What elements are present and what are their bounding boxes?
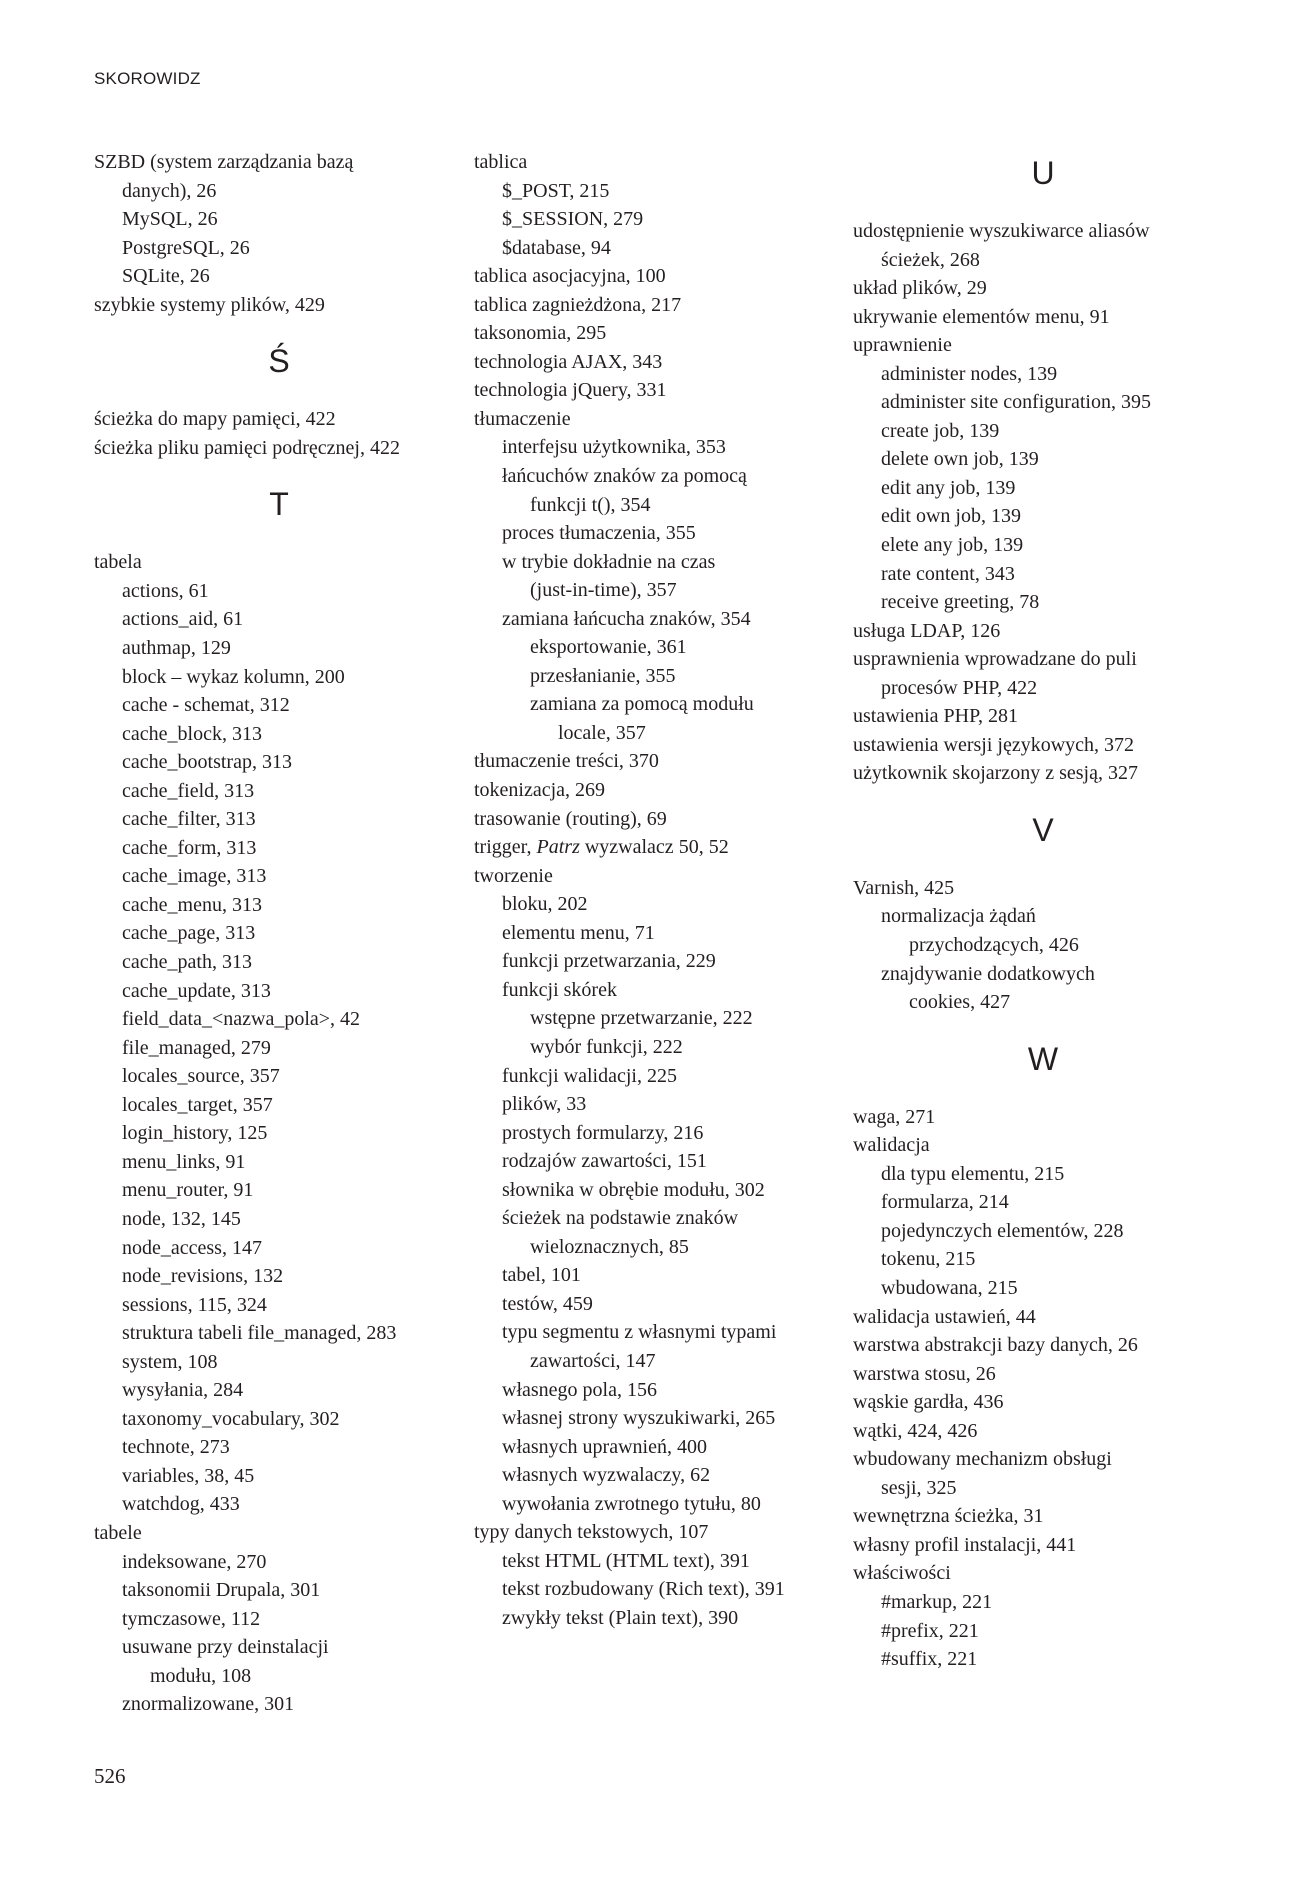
index-entry: wąskie gardła, 436 bbox=[853, 1391, 1004, 1414]
index-subentry: plików, 33 bbox=[502, 1093, 587, 1116]
index-entry: użytkownik skojarzony z sesją, 327 bbox=[853, 762, 1138, 785]
index-subentry: usuwane przy deinstalacji bbox=[122, 1636, 329, 1659]
index-entry: taksonomia, 295 bbox=[474, 322, 607, 345]
index-entry: ukrywanie elementów menu, 91 bbox=[853, 305, 1110, 328]
entry-text: trigger, bbox=[474, 836, 537, 859]
index-subentry: tekst HTML (HTML text), 391 bbox=[502, 1549, 750, 1572]
index-subentry: node, 132, 145 bbox=[122, 1207, 241, 1230]
index-subentry: cache_bootstrap, 313 bbox=[122, 751, 292, 774]
running-head: SKOROWIDZ bbox=[94, 69, 201, 88]
index-subentry: tabel, 101 bbox=[502, 1264, 581, 1287]
index-subentry: menu_links, 91 bbox=[122, 1150, 246, 1173]
index-subentry: zamiana za pomocą modułu bbox=[530, 693, 754, 716]
index-entry: tłumaczenie bbox=[474, 407, 571, 430]
index-entry: typy danych tekstowych, 107 bbox=[474, 1521, 709, 1544]
index-subentry: funkcji walidacji, 225 bbox=[502, 1064, 677, 1087]
index-column-2 bbox=[474, 148, 844, 1632]
index-entry: szybkie systemy plików, 429 bbox=[94, 293, 325, 316]
index-subentry: node_access, 147 bbox=[122, 1236, 262, 1259]
index-subentry: testów, 459 bbox=[502, 1292, 593, 1315]
index-subentry: taksonomii Drupala, 301 bbox=[122, 1579, 321, 1602]
index-entry: walidacja bbox=[853, 1134, 930, 1157]
index-entry: technologia jQuery, 331 bbox=[474, 379, 667, 402]
index-subentry: wstępne przetwarzanie, 222 bbox=[530, 1007, 753, 1030]
index-entry: usprawnienia wprowadzane do puli bbox=[853, 648, 1137, 671]
index-entry: tabela bbox=[94, 551, 142, 574]
index-entry: układ plików, 29 bbox=[853, 277, 987, 300]
index-entry: wbudowany mechanizm obsługi bbox=[853, 1448, 1112, 1471]
index-subentry: technote, 273 bbox=[122, 1436, 230, 1459]
index-subentry: rodzajów zawartości, 151 bbox=[502, 1150, 707, 1173]
index-subentry: dla typu elementu, 215 bbox=[881, 1162, 1065, 1185]
index-subentry: SQLite, 26 bbox=[122, 265, 210, 288]
index-entry: tablica bbox=[474, 151, 528, 173]
index-entry: tabele bbox=[94, 1521, 142, 1544]
index-subentry: authmap, 129 bbox=[122, 637, 231, 660]
index-subentry: $_POST, 215 bbox=[502, 179, 610, 202]
index-subentry: delete own job, 139 bbox=[881, 448, 1039, 471]
index-entry: ścieżka do mapy pamięci, 422 bbox=[94, 408, 336, 431]
index-entry: udostępnienie wyszukiwarce aliasów bbox=[853, 220, 1150, 242]
index-subentry: elementu menu, 71 bbox=[502, 921, 655, 944]
index-subentry: node_revisions, 132 bbox=[122, 1265, 284, 1288]
index-subentry: eksportowanie, 361 bbox=[530, 636, 687, 659]
index-entry: uprawnienie bbox=[853, 334, 952, 357]
index-entry: tablica asocjacyjna, 100 bbox=[474, 265, 666, 288]
index-subentry: locale, 357 bbox=[558, 721, 646, 744]
index-subentry: create job, 139 bbox=[881, 419, 1000, 442]
index-subentry: locales_target, 357 bbox=[122, 1093, 273, 1116]
index-entry: ustawienia PHP, 281 bbox=[853, 705, 1018, 728]
index-entry: wewnętrzna ścieżka, 31 bbox=[853, 1505, 1044, 1528]
index-subentry: cache_field, 313 bbox=[122, 779, 255, 802]
index-subentry: tymczasowe, 112 bbox=[122, 1607, 261, 1630]
section-letter: Ś bbox=[268, 343, 290, 380]
index-column-1 bbox=[94, 148, 464, 1719]
index-subentry: #suffix, 221 bbox=[881, 1648, 978, 1671]
index-subentry: normalizacja żądań bbox=[881, 905, 1036, 928]
index-entry: właściwości bbox=[853, 1562, 951, 1585]
index-subentry: taxonomy_vocabulary, 302 bbox=[122, 1407, 340, 1430]
index-subentry: block – wykaz kolumn, 200 bbox=[122, 665, 345, 688]
index-subentry: sesji, 325 bbox=[881, 1476, 957, 1499]
index-subentry: przesłanianie, 355 bbox=[530, 664, 676, 687]
index-subentry: bloku, 202 bbox=[502, 893, 588, 916]
index-entry bbox=[474, 833, 844, 862]
cross-reference-term: Patrz bbox=[536, 836, 580, 859]
index-subentry: administer nodes, 139 bbox=[881, 362, 1058, 385]
index-entry: tokenizacja, 269 bbox=[474, 779, 606, 802]
index-subentry: funkcji przetwarzania, 229 bbox=[502, 950, 716, 973]
index-subentry: zamiana łańcucha znaków, 354 bbox=[502, 607, 751, 630]
index-subentry: file_managed, 279 bbox=[122, 1036, 271, 1059]
index-subentry: cache_block, 313 bbox=[122, 722, 262, 745]
index-subentry: cache_menu, 313 bbox=[122, 893, 262, 916]
index-subentry: cache_page, 313 bbox=[122, 922, 256, 945]
index-subentry: actions, 61 bbox=[122, 579, 209, 602]
index-subentry: proces tłumaczenia, 355 bbox=[502, 522, 696, 545]
index-entry: SZBD (system zarządzania bazą bbox=[94, 151, 354, 173]
index-entry: tworzenie bbox=[474, 864, 553, 887]
index-subentry: interfejsu użytkownika, 353 bbox=[502, 436, 726, 459]
index-subentry: MySQL, 26 bbox=[122, 208, 218, 231]
index-subentry: własnej strony wyszukiwarki, 265 bbox=[502, 1407, 776, 1430]
index-subentry: prostych formularzy, 216 bbox=[502, 1121, 704, 1144]
index-subentry: własnych uprawnień, 400 bbox=[502, 1435, 707, 1458]
index-subentry: wybór funkcji, 222 bbox=[530, 1035, 683, 1058]
index-subentry: indeksowane, 270 bbox=[122, 1550, 267, 1573]
index-subentry: cache - schemat, 312 bbox=[122, 694, 290, 717]
index-entry: wątki, 424, 426 bbox=[853, 1419, 978, 1442]
index-subentry: ścieżek na podstawie znaków bbox=[502, 1207, 739, 1230]
index-subentry: struktura tabeli file_managed, 283 bbox=[122, 1322, 397, 1345]
index-subentry: cache_form, 313 bbox=[122, 836, 257, 859]
index-subentry: tokenu, 215 bbox=[881, 1248, 976, 1271]
index-subentry: cache_path, 313 bbox=[122, 951, 252, 974]
index-entry: warstwa abstrakcji bazy danych, 26 bbox=[853, 1334, 1138, 1357]
index-subentry: elete any job, 139 bbox=[881, 534, 1024, 557]
index-entry: tłumaczenie treści, 370 bbox=[474, 750, 659, 773]
index-subentry: #prefix, 221 bbox=[881, 1619, 979, 1642]
index-subentry: ścieżek, 268 bbox=[881, 248, 980, 271]
index-subentry: zawartości, 147 bbox=[530, 1349, 656, 1372]
index-subentry: edit own job, 139 bbox=[881, 505, 1021, 528]
index-subentry: wywołania zwrotnego tytułu, 80 bbox=[502, 1492, 761, 1515]
index-entry: walidacja ustawień, 44 bbox=[853, 1305, 1036, 1328]
index-column-3 bbox=[853, 148, 1233, 1674]
section-letter: T bbox=[269, 486, 289, 523]
index-subentry: field_data_<nazwa_pola>, 42 bbox=[122, 1008, 361, 1031]
index-subentry: variables, 38, 45 bbox=[122, 1464, 255, 1487]
index-subentry: tekst rozbudowany (Rich text), 391 bbox=[502, 1578, 785, 1601]
index-subentry: cache_update, 313 bbox=[122, 979, 271, 1002]
index-subentry: pojedynczych elementów, 228 bbox=[881, 1219, 1124, 1242]
section-letter: W bbox=[1027, 1040, 1059, 1077]
entry-text: wyzwalacz 50, 52 bbox=[579, 836, 729, 859]
index-subentry: zwykły tekst (Plain text), 390 bbox=[502, 1606, 739, 1629]
index-subentry: actions_aid, 61 bbox=[122, 608, 244, 631]
index-subentry: w trybie dokładnie na czas bbox=[502, 550, 716, 573]
index-entry: trasowanie (routing), 69 bbox=[474, 807, 667, 830]
page-number: 526 bbox=[94, 1764, 126, 1788]
index-subentry: administer site configuration, 395 bbox=[881, 391, 1151, 414]
index-subentry: słownika w obrębie modułu, 302 bbox=[502, 1178, 765, 1201]
index-subentry: wysyłania, 284 bbox=[122, 1379, 244, 1402]
index-entry: tablica zagnieżdżona, 217 bbox=[474, 293, 682, 316]
index-subentry: menu_router, 91 bbox=[122, 1179, 254, 1202]
index-subentry: własnych wyzwalaczy, 62 bbox=[502, 1464, 711, 1487]
index-entry: Varnish, 425 bbox=[853, 876, 955, 899]
index-subentry: edit any job, 139 bbox=[881, 476, 1016, 499]
index-subentry: znajdywanie dodatkowych bbox=[881, 962, 1095, 985]
index-subentry: wbudowana, 215 bbox=[881, 1276, 1018, 1299]
index-subentry: sessions, 115, 324 bbox=[122, 1293, 267, 1316]
index-subentry: cache_image, 313 bbox=[122, 865, 267, 888]
index-subentry: rate content, 343 bbox=[881, 562, 1015, 585]
index-subentry: typu segmentu z własnymi typami bbox=[502, 1321, 777, 1344]
index-subentry: funkcji t(), 354 bbox=[530, 493, 651, 516]
index-subentry: cookies, 427 bbox=[909, 991, 1011, 1014]
index-entry: waga, 271 bbox=[853, 1105, 936, 1128]
index-subentry: login_history, 125 bbox=[122, 1122, 268, 1145]
index-subentry: cache_filter, 313 bbox=[122, 808, 256, 831]
index-entry: ścieżka pliku pamięci podręcznej, 422 bbox=[94, 436, 400, 459]
index-subentry: wieloznacznych, 85 bbox=[530, 1235, 689, 1258]
index-entry: warstwa stosu, 26 bbox=[853, 1362, 996, 1385]
index-entry: usługa LDAP, 126 bbox=[853, 619, 1001, 642]
index-subentry: modułu, 108 bbox=[150, 1664, 252, 1687]
index-subentry: procesów PHP, 422 bbox=[881, 676, 1038, 699]
index-subentry: formularza, 214 bbox=[881, 1191, 1009, 1214]
index-entry: ustawienia wersji językowych, 372 bbox=[853, 733, 1135, 756]
section-letter: U bbox=[1031, 155, 1055, 191]
index-subentry: znormalizowane, 301 bbox=[122, 1693, 295, 1716]
index-subentry: receive greeting, 78 bbox=[881, 591, 1040, 614]
index-subentry: system, 108 bbox=[122, 1350, 218, 1373]
index-subentry: #markup, 221 bbox=[881, 1590, 993, 1613]
section-letter: V bbox=[1032, 811, 1054, 848]
index-subentry: locales_source, 357 bbox=[122, 1065, 280, 1088]
index-subentry: funkcji skórek bbox=[502, 978, 617, 1001]
index-subentry: przychodzących, 426 bbox=[909, 934, 1079, 957]
index-entry: własny profil instalacji, 441 bbox=[853, 1533, 1077, 1556]
index-subentry: własnego pola, 156 bbox=[502, 1378, 657, 1401]
index-subentry: watchdog, 433 bbox=[122, 1493, 240, 1516]
index-subentry: $database, 94 bbox=[502, 236, 611, 259]
index-entry: technologia AJAX, 343 bbox=[474, 350, 663, 373]
index-subentry: danych), 26 bbox=[122, 179, 217, 202]
index-subentry: łańcuchów znaków za pomocą bbox=[502, 465, 747, 488]
index-subentry: (just-in-time), 357 bbox=[530, 579, 677, 602]
index-subentry: $_SESSION, 279 bbox=[502, 208, 644, 231]
index-subentry: PostgreSQL, 26 bbox=[122, 236, 250, 259]
